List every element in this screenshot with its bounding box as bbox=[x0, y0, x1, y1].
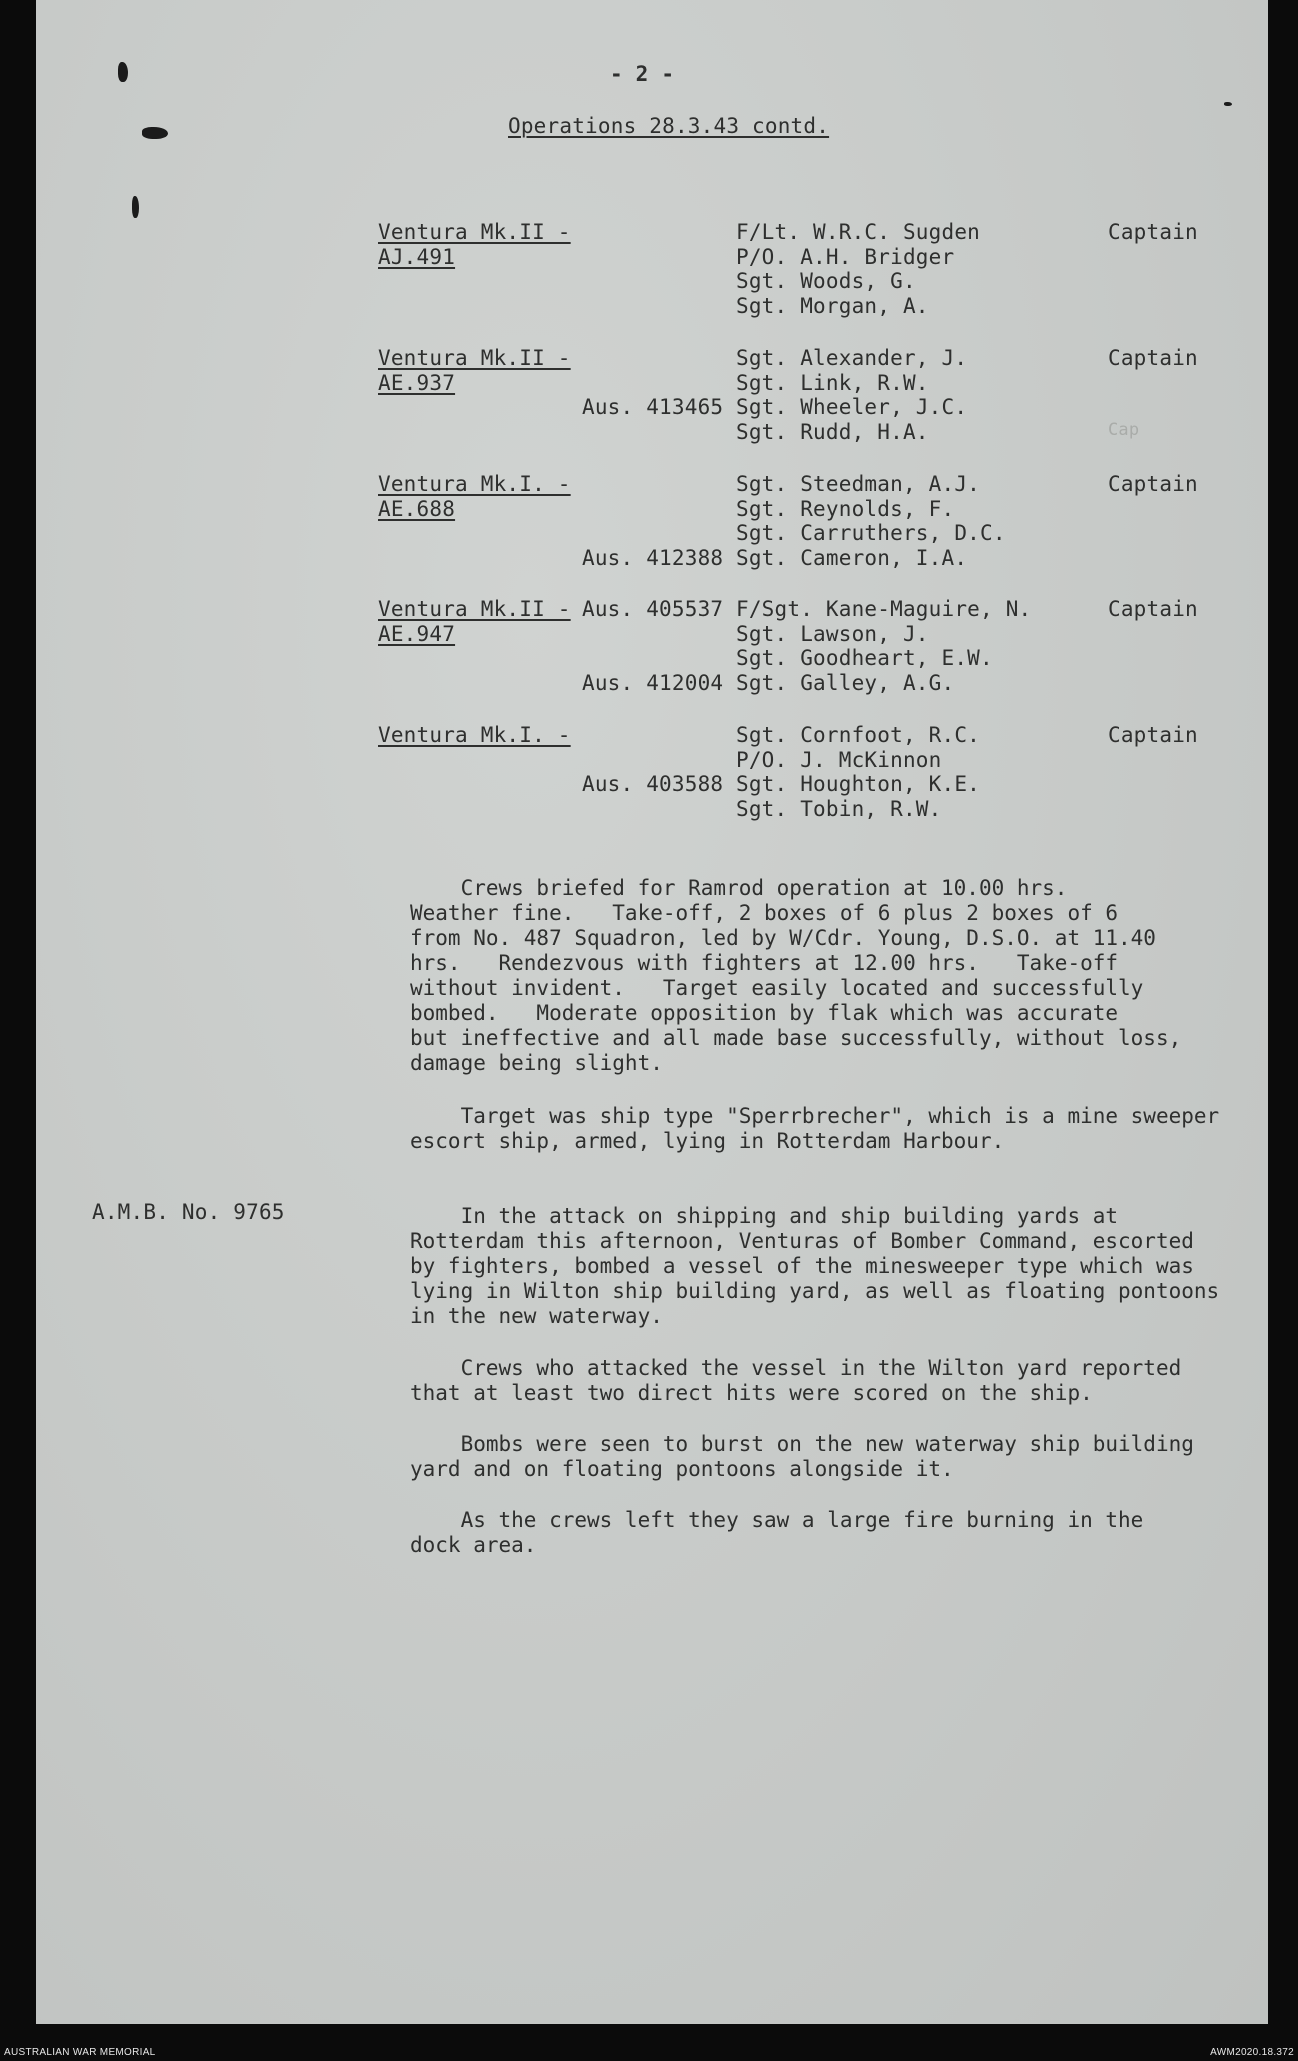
crew-member: Sgt. Rudd, H.A. bbox=[736, 419, 929, 444]
paragraph-line: Crews who attacked the vessel in the Wilton yard reported bbox=[410, 1356, 1182, 1380]
service-number: Aus. 412004 bbox=[582, 670, 724, 695]
document-page bbox=[36, 0, 1268, 2024]
target-paragraph bbox=[410, 1104, 1240, 1154]
hits-paragraph bbox=[410, 1356, 1240, 1406]
crew-member: Sgt. Steedman, A.J. bbox=[736, 472, 981, 496]
crew-member: Sgt. Tobin, R.W. bbox=[736, 796, 942, 821]
crew-member: P/O. A.H. Bridger bbox=[736, 244, 955, 269]
paragraph-line: in the new waterway. bbox=[410, 1304, 663, 1328]
aircraft-serial: AJ.491 bbox=[378, 244, 456, 269]
aircraft-type: Ventura Mk.II - bbox=[378, 220, 571, 244]
crew-role: Captain bbox=[1108, 723, 1198, 747]
paragraph-line: Rotterdam this afternoon, Venturas of Bomber Command, escorted bbox=[410, 1229, 1194, 1253]
fire-paragraph bbox=[410, 1508, 1240, 1558]
service-number: Aus. 403588 bbox=[582, 772, 724, 796]
crew-member: F/Lt. W.R.C. Sugden bbox=[736, 220, 981, 244]
crew-member: P/O. J. McKinnon bbox=[736, 747, 942, 772]
amb-reference: A.M.B. No. 9765 bbox=[92, 1200, 285, 1224]
bombs-paragraph bbox=[410, 1432, 1240, 1482]
crew-role: Captain bbox=[1108, 346, 1198, 370]
aircraft-type: Ventura Mk.I. - bbox=[378, 472, 571, 496]
punch-hole-mark bbox=[132, 196, 139, 218]
page-title: Operations 28.3.43 contd. bbox=[508, 114, 830, 138]
crew-member: Sgt. Link, R.W. bbox=[736, 370, 929, 395]
punch-hole-mark bbox=[118, 62, 128, 82]
crew-member: Sgt. Cornfoot, R.C. bbox=[736, 723, 981, 747]
paragraph-line: Bombs were seen to burst on the new waterway ship building bbox=[410, 1432, 1194, 1456]
crew-member: Sgt. Morgan, A. bbox=[736, 293, 929, 318]
service-number: Aus. 413465 bbox=[582, 395, 724, 419]
paragraph-line: lying in Wilton ship building yard, as well as floating pontoons bbox=[410, 1279, 1220, 1303]
crew-member: Sgt. Woods, G. bbox=[736, 269, 916, 293]
paragraph-line: dock area. bbox=[410, 1533, 537, 1557]
aircraft-type: Ventura Mk.II - bbox=[378, 597, 571, 621]
crew-member: Sgt. Reynolds, F. bbox=[736, 496, 955, 521]
crew-member: Sgt. Goodheart, E.W. bbox=[736, 646, 993, 670]
paragraph-line: yard and on floating pontoons alongside it. bbox=[410, 1457, 954, 1481]
paragraph-line: In the attack on shipping and ship building yards at bbox=[410, 1204, 1119, 1228]
paragraph-line: Target was ship type "Sperrbrecher", which is a mine sweeper bbox=[410, 1104, 1220, 1128]
aircraft-type: Ventura Mk.I. - bbox=[378, 723, 571, 747]
service-number: Aus. 405537 bbox=[582, 597, 724, 621]
crew-member: Sgt. Cameron, I.A. bbox=[736, 545, 968, 570]
paragraph-line: bombed. Moderate opposition by flak which was accurate bbox=[410, 1001, 1119, 1025]
page-number: - 2 - bbox=[610, 62, 675, 86]
footer-right: AWM2020.18.372 bbox=[1210, 2047, 1294, 2058]
crew-member: Sgt. Lawson, J. bbox=[736, 621, 929, 646]
aircraft-serial: AE.947 bbox=[378, 621, 456, 646]
paragraph-line: escort ship, armed, lying in Rotterdam Harbour. bbox=[410, 1129, 1005, 1153]
paragraph-line: damage being slight. bbox=[410, 1051, 663, 1075]
crew-member: Sgt. Galley, A.G. bbox=[736, 670, 955, 695]
crew-member: F/Sgt. Kane-Maguire, N. bbox=[736, 597, 1032, 621]
crew-role: Captain bbox=[1108, 472, 1198, 496]
aircraft-type: Ventura Mk.II - bbox=[378, 346, 571, 370]
paragraph-line: Crews briefed for Ramrod operation at 10.00 hrs. bbox=[410, 876, 1068, 900]
faint-role-mark: Cap bbox=[1108, 419, 1140, 440]
crew-member: Sgt. Wheeler, J.C. bbox=[736, 395, 968, 419]
crew-member: Sgt. Houghton, K.E. bbox=[736, 772, 981, 796]
crew-role: Captain bbox=[1108, 220, 1198, 244]
paragraph-line: by fighters, bombed a vessel of the minesweeper type which was bbox=[410, 1254, 1194, 1278]
aircraft-serial: AE.688 bbox=[378, 496, 456, 521]
attack-paragraph bbox=[410, 1204, 1240, 1329]
aircraft-serial: AE.937 bbox=[378, 370, 456, 395]
crew-role: Captain bbox=[1108, 597, 1198, 621]
paragraph-line: from No. 487 Squadron, led by W/Cdr. Young, D.S.O. at 11.40 bbox=[410, 926, 1156, 950]
paragraph-line: that at least two direct hits were scored on the ship. bbox=[410, 1381, 1093, 1405]
paragraph-line: but ineffective and all made base successfully, without loss, bbox=[410, 1026, 1182, 1050]
briefing-paragraph bbox=[410, 876, 1240, 1076]
punch-hole-mark bbox=[142, 127, 168, 139]
service-number: Aus. 412388 bbox=[582, 545, 724, 570]
footer-left: AUSTRALIAN WAR MEMORIAL bbox=[4, 2047, 156, 2058]
paragraph-line: without invident. Target easily located and successfully bbox=[410, 976, 1144, 1000]
paragraph-line: Weather fine. Take-off, 2 boxes of 6 plus 2 boxes of 6 bbox=[410, 901, 1119, 925]
paragraph-line: As the crews left they saw a large fire burning in the bbox=[410, 1508, 1144, 1532]
crew-member: Sgt. Carruthers, D.C. bbox=[736, 521, 1006, 545]
paragraph-line: hrs. Rendezvous with fighters at 12.00 hrs. Take-off bbox=[410, 951, 1119, 975]
crew-member: Sgt. Alexander, J. bbox=[736, 346, 968, 370]
ink-speck bbox=[1224, 102, 1232, 106]
